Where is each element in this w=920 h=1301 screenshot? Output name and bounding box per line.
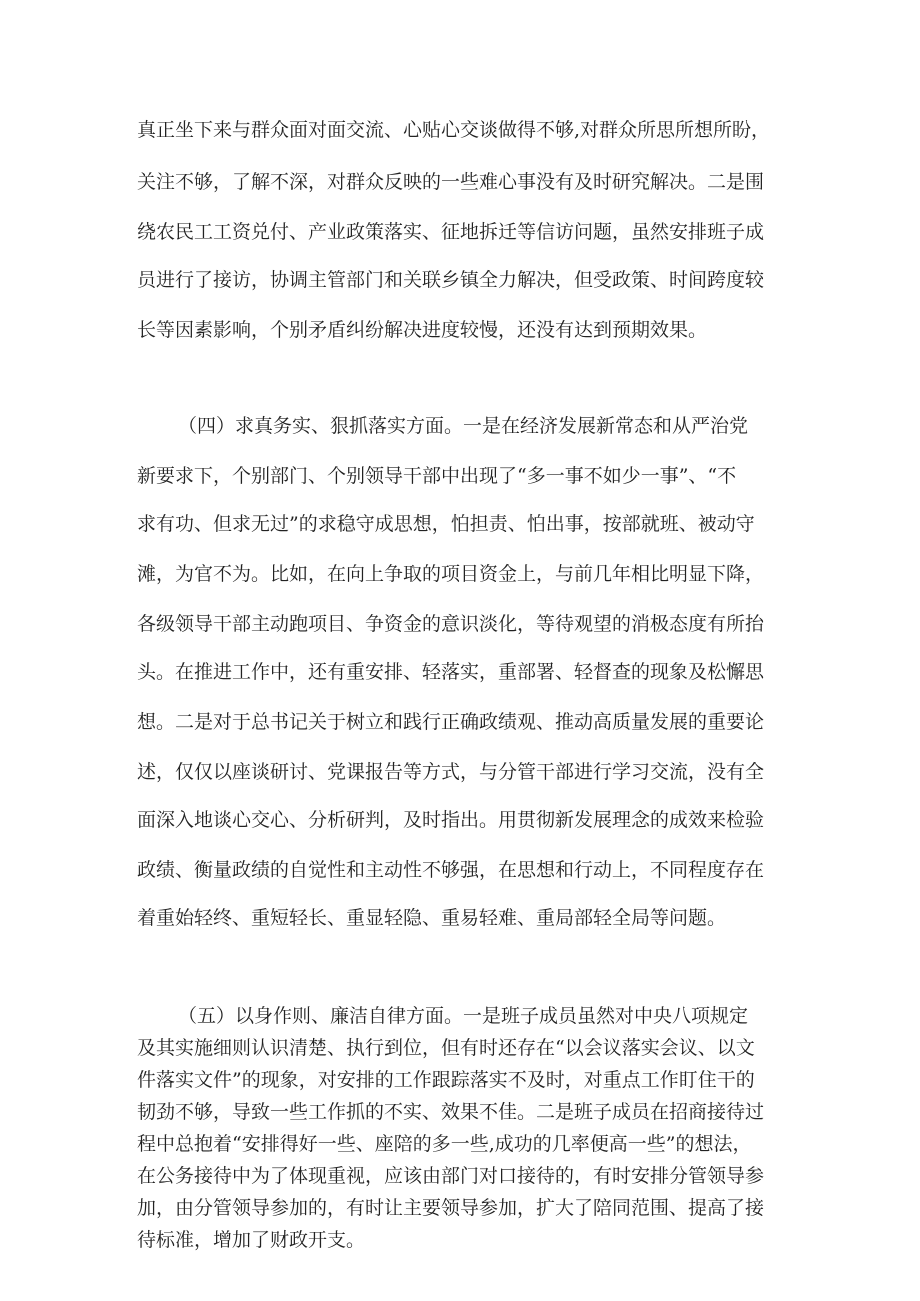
paragraph-line: 绕农民工工资兑付、产业政策落实、征地拆迁等信访问题，虽然安排班子成 bbox=[137, 221, 765, 243]
paragraph-line: 各级领导干部主动跑项目、争资金的意识淡化，等待观望的消极态度有所抬 bbox=[137, 613, 765, 635]
paragraph-line: 在公务接待中为了体现重视，应该由部门对口接待的，有时安排分管领导参 bbox=[137, 1165, 765, 1187]
paragraph-line: 加，由分管领导参加的，有时让主要领导参加，扩大了陪同范围、提高了接 bbox=[137, 1197, 765, 1219]
paragraph-line: 及其实施细则认识清楚、执行到位，但有时还存在“以会议落实会议、以文 bbox=[137, 1037, 755, 1059]
paragraph-line: 滩，为官不为。比如，在向上争取的项目资金上，与前几年相比明显下降， bbox=[137, 563, 765, 585]
paragraph-line: 程中总抱着“安排得好一些、座陪的多一些,成功的几率便高一些”的想法， bbox=[137, 1133, 752, 1155]
paragraph-line: 韧劲不够，导致一些工作抓的不实、效果不佳。二是班子成员在招商接待过 bbox=[137, 1101, 765, 1123]
paragraph-line: 政绩、衡量政绩的自觉性和主动性不够强，在思想和行动上，不同程度存在 bbox=[137, 859, 765, 881]
paragraph-line: 待标准，增加了财政开支。 bbox=[137, 1229, 366, 1251]
paragraph-line: 面深入地谈心交心、分析研判，及时指出。用贯彻新发展理念的成效来检验 bbox=[137, 809, 765, 831]
paragraph-line: 头。在推进工作中，还有重安排、轻落实，重部署、轻督查的现象及松懈思 bbox=[137, 661, 765, 683]
paragraph-line: 想。二是对于总书记关于树立和践行正确政绩观、推动高质量发展的重要论 bbox=[137, 711, 765, 733]
paragraph-line: 真正坐下来与群众面对面交流、心贴心交谈做得不够,对群众所思所想所盼， bbox=[137, 119, 771, 141]
paragraph-line: 长等因素影响，个别矛盾纠纷解决进度较慢，还没有达到预期效果。 bbox=[137, 319, 708, 341]
paragraph-line: 着重始轻终、重短轻长、重显轻隐、重易轻难、重局部轻全局等问题。 bbox=[137, 907, 727, 929]
paragraph-line: 求有功、但求无过”的求稳守成思想，怕担责、怕出事，按部就班、被动守 bbox=[137, 513, 755, 535]
paragraph-line: 新要求下，个别部门、个别领导干部中出现了“多一事不如少一事”、“不 bbox=[137, 465, 737, 487]
paragraph-line: 关注不够，了解不深，对群众反映的一些难心事没有及时研究解决。二是围 bbox=[137, 171, 765, 193]
paragraph-line: 件落实文件”的现象，对安排的工作跟踪落实不及时，对重点工作盯住干的 bbox=[137, 1069, 755, 1091]
paragraph-line: （四）求真务实、狠抓落实方面。一是在经济发展新常态和从严治党 bbox=[178, 415, 749, 437]
paragraph-line: 员进行了接访，协调主管部门和关联乡镇全力解决，但受政策、时间跨度较 bbox=[137, 269, 765, 291]
paragraph-line: （五）以身作则、廉洁自律方面。一是班子成员虽然对中央八项规定 bbox=[178, 1005, 749, 1027]
paragraph-line: 述，仅仅以座谈研讨、党课报告等方式，与分管干部进行学习交流，没有全 bbox=[137, 761, 765, 783]
